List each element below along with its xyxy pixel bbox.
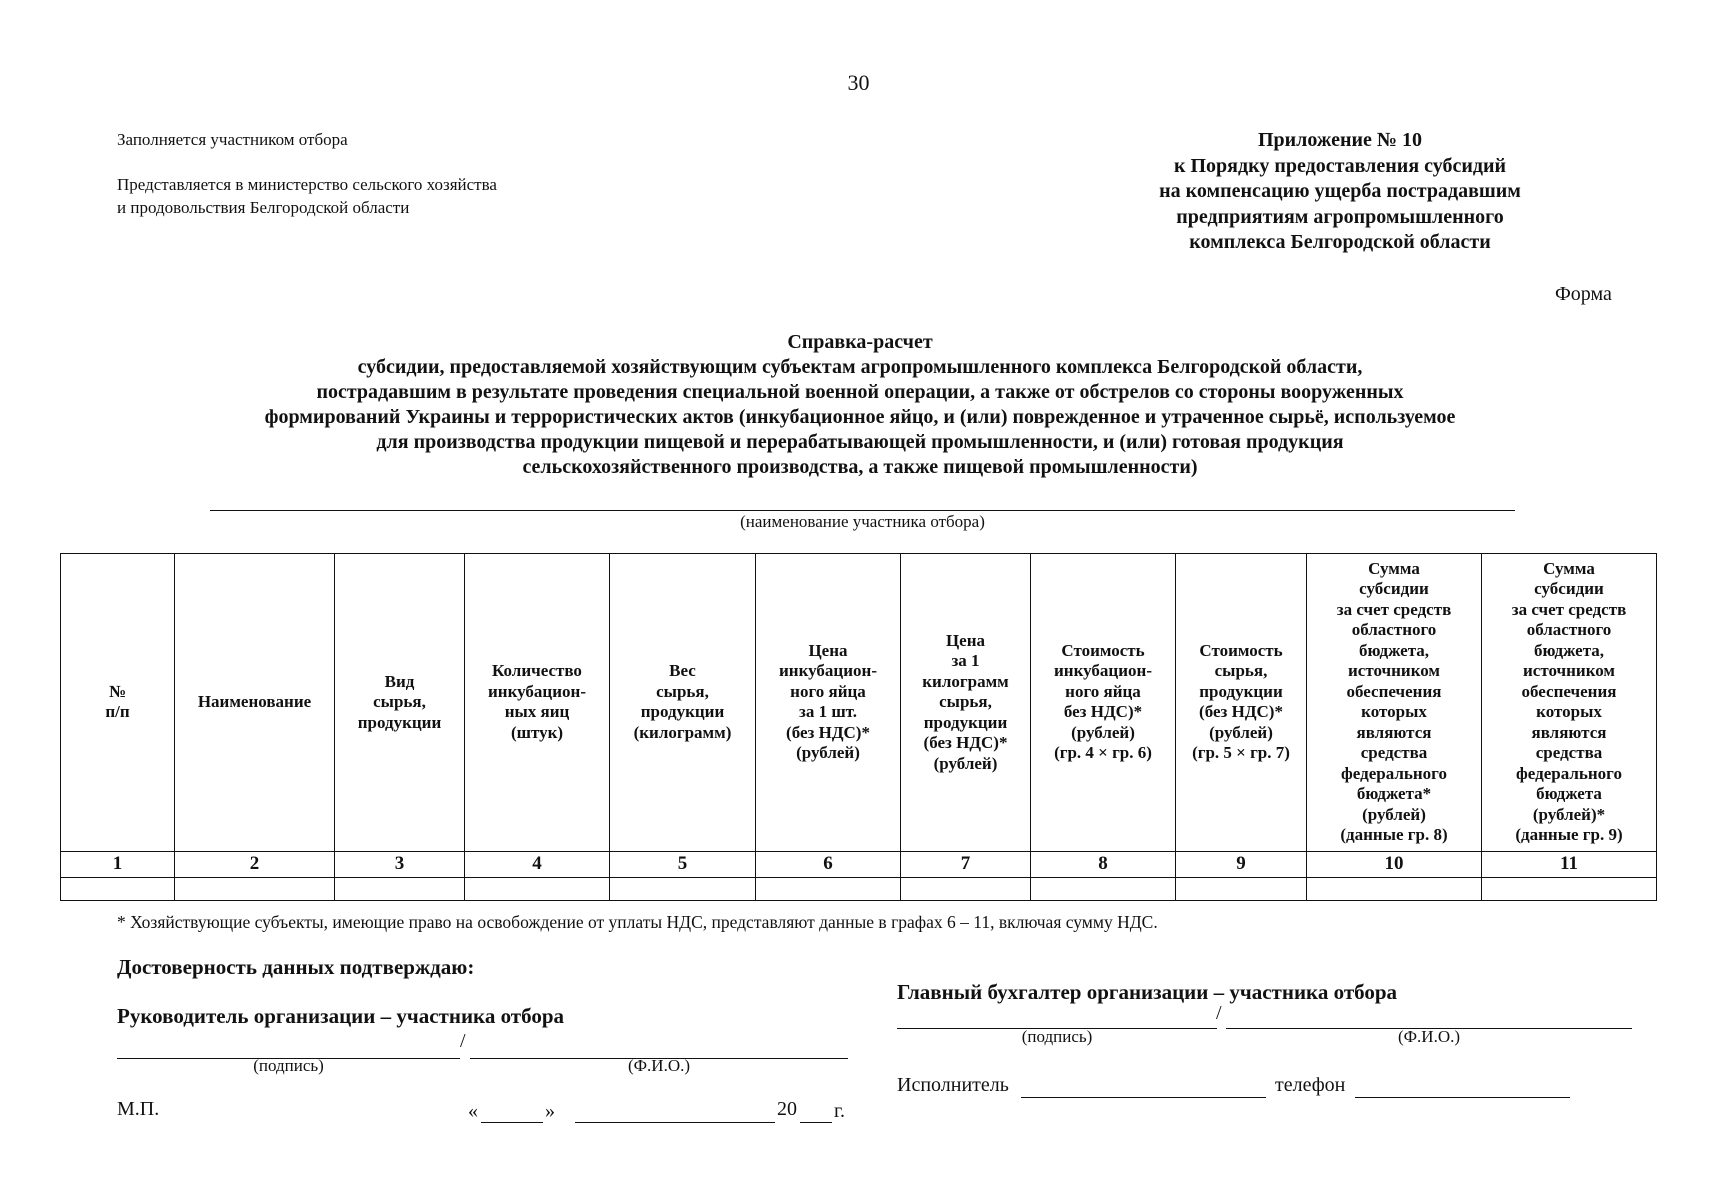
accountant-label: Главный бухгалтер организации – участника отбора [897, 980, 1398, 1004]
participant-caption: (наименование участника отбора) [740, 512, 985, 531]
submitted-to-line2: и продовольствия Белгородской области [117, 198, 410, 217]
column-number: 2 [175, 851, 335, 877]
header-text-line: п/п [105, 702, 130, 722]
data-cell[interactable] [175, 877, 335, 900]
header-text-line: (штук) [510, 722, 564, 742]
header-cell [61, 554, 175, 852]
data-cell[interactable] [465, 877, 610, 900]
data-cell[interactable] [335, 877, 465, 900]
document-title [100, 330, 1620, 480]
header-text-line: субсидии [1534, 579, 1604, 599]
header-text-line: источником [1347, 661, 1441, 681]
header-text-line: источником [1522, 661, 1616, 681]
header-text-line: бюджета, [1358, 640, 1430, 660]
header-text-line: за счет средств [1336, 599, 1452, 619]
header-cell [1482, 554, 1657, 852]
header-text-line: продукции [923, 712, 1008, 732]
data-cell[interactable] [610, 877, 756, 900]
date-quote-close: » [545, 1100, 555, 1122]
header-text-line: средства [1535, 743, 1603, 763]
header-text-line: (рублей)* [1532, 804, 1606, 824]
header-cell [756, 554, 901, 852]
phone-label: телефон [1275, 1074, 1346, 1096]
header-text-line: областного [1351, 620, 1437, 640]
date-year-suffix: г. [834, 1100, 845, 1122]
header-text-line: (рублей) [1071, 722, 1135, 742]
column-number: 7 [901, 851, 1031, 877]
header-text-line: килограмм [922, 671, 1009, 691]
date-day-field[interactable] [481, 1122, 543, 1123]
header-text-line: продукции [640, 702, 725, 722]
header-text-line: сырья, [373, 692, 426, 712]
header-text-line: инкубацион- [488, 681, 586, 701]
header-cell [175, 554, 335, 852]
column-number: 5 [610, 851, 756, 877]
header-text-line: (без НДС)* [923, 733, 1008, 753]
header-text-line: без НДС)* [1063, 702, 1143, 722]
date-year-field[interactable] [800, 1122, 832, 1123]
header-text-line: инкубацион- [779, 661, 877, 681]
accountant-signature-caption: (подпись) [1021, 1027, 1093, 1046]
header-cell [465, 554, 610, 852]
filled-by-text: Заполняется участником отбора [117, 130, 348, 149]
title-main: Справка-расчет [787, 331, 933, 353]
header-text-line: (рублей) [1362, 804, 1426, 824]
header-text-line: федерального [1341, 763, 1447, 783]
date-year-prefix: 20 [777, 1098, 797, 1120]
data-cell[interactable] [756, 877, 901, 900]
column-number: 3 [335, 851, 465, 877]
stamp-label: М.П. [117, 1098, 160, 1120]
header-text-line: Вес [669, 661, 696, 681]
title-line: сельскохозяйственного производства, а также пищевой промышленности) [522, 456, 1198, 478]
header-text-line: Вид [384, 671, 415, 691]
header-text-line: (рублей) [1209, 722, 1273, 742]
data-cell[interactable] [1031, 877, 1176, 900]
header-text-line: сырья, [1214, 661, 1268, 681]
head-label: Руководитель организации – участника отбора [117, 1004, 565, 1028]
submission-info [117, 128, 497, 219]
data-cell[interactable] [1176, 877, 1307, 900]
submitted-to-line1: Представляется в министерство сельского хозяйства [117, 175, 497, 194]
header-cell [901, 554, 1031, 852]
header-text-line: (гр. 5 × гр. 7) [1192, 743, 1290, 763]
column-number: 10 [1307, 851, 1482, 877]
header-text-line: бюджета [1536, 784, 1602, 804]
header-cell [335, 554, 465, 852]
executor-label: Исполнитель [897, 1074, 1009, 1096]
head-name-caption: (Ф.И.О.) [627, 1056, 691, 1075]
header-text-line: федерального [1516, 763, 1622, 783]
data-cell[interactable] [901, 877, 1031, 900]
header-cell [1307, 554, 1482, 852]
header-text-line: (рублей) [796, 743, 860, 763]
executor-field[interactable] [1021, 1097, 1266, 1098]
appendix-line: комплекса Белгородской области [1189, 231, 1491, 253]
appendix-line: на компенсацию ущерба пострадавшим [1159, 180, 1521, 202]
header-text-line: ных яиц [504, 702, 570, 722]
column-number: 11 [1482, 851, 1657, 877]
header-text-line: областного [1526, 620, 1612, 640]
header-text-line: № [108, 681, 127, 701]
header-text-line: сырья, [656, 681, 709, 701]
confirmation-heading: Достоверность данных подтверждаю: [117, 955, 475, 979]
vat-footnote: * Хозяйствующие субъекты, имеющие право на освобождение от уплаты НДС, представляют данные в графах 6 – 11, включая сумму НДС. [117, 912, 1158, 932]
data-cell[interactable] [1482, 877, 1657, 900]
header-text-line: за 1 шт. [798, 702, 857, 722]
header-text-line: за 1 [951, 651, 980, 671]
head-separator: / [460, 1030, 466, 1052]
appendix-line: предприятиям агропромышленного [1176, 205, 1504, 228]
header-text-line: обеспечения [1346, 681, 1442, 701]
header-text-line: Цена [808, 640, 848, 660]
header-text-line: субсидии [1359, 579, 1429, 599]
header-cell [610, 554, 756, 852]
header-text-line: которых [1536, 702, 1602, 722]
accountant-separator: / [1216, 1002, 1222, 1024]
data-cell[interactable] [61, 877, 175, 900]
data-cell[interactable] [1307, 877, 1482, 900]
header-text-line: продукции [1199, 681, 1283, 701]
title-line: формирований Украины и террористических актов (инкубационное яйцо, и (или) поврежденное и утраченное сырьё, используемое [264, 406, 1456, 428]
header-text-line: которых [1361, 702, 1427, 722]
column-number: 4 [465, 851, 610, 877]
header-text-line: ного яйца [790, 681, 866, 701]
phone-field[interactable] [1355, 1097, 1570, 1098]
header-text-line: Цена [945, 630, 986, 650]
header-text-line: инкубацион- [1054, 661, 1152, 681]
data-entry-row [61, 877, 1657, 900]
header-text-line: Стоимость [1199, 640, 1283, 660]
header-cell [1176, 554, 1307, 852]
header-text-line: Сумма [1368, 558, 1420, 578]
calculation-table [60, 553, 1657, 901]
header-text-line: бюджета, [1533, 640, 1605, 660]
header-text-line: продукции [357, 712, 442, 732]
header-text-line: Количество [492, 661, 582, 681]
header-text-line: являются [1356, 722, 1432, 742]
header-text-line: (килограмм) [633, 722, 732, 742]
header-text-line: (данные гр. 9) [1515, 825, 1623, 845]
page-number: 30 [847, 70, 870, 95]
form-label: Форма [1555, 283, 1612, 305]
appendix-line: к Порядку предоставления субсидий [1173, 154, 1507, 177]
header-text-line: являются [1531, 722, 1607, 742]
date-quote-open: « [468, 1100, 478, 1122]
title-line: для производства продукции пищевой и перерабатывающей промышленности, и (или) готовая продукция [376, 431, 1344, 453]
table-header-row [61, 554, 1657, 852]
header-text-line: (данные гр. 8) [1340, 825, 1448, 845]
appendix-header [1120, 128, 1560, 256]
title-line: пострадавшим в результате проведения специальной военной операции, а также от обстрелов со стороны вооруженных [316, 381, 1404, 403]
header-text-line: (без НДС)* [786, 722, 870, 742]
header-text-line: (рублей) [933, 753, 998, 773]
header-text-line: средства [1360, 743, 1428, 763]
header-text-line: Наименование [197, 692, 312, 712]
column-number: 8 [1031, 851, 1176, 877]
column-number: 9 [1176, 851, 1307, 877]
header-text-line: за счет средств [1511, 599, 1627, 619]
column-number: 6 [756, 851, 901, 877]
header-text-line: (гр. 4 × гр. 6) [1054, 743, 1152, 763]
column-number: 1 [61, 851, 175, 877]
header-text-line: бюджета* [1356, 784, 1432, 804]
title-line: субсидии, предоставляемой хозяйствующим субъектам агропромышленного комплекса Белгородской области, [357, 356, 1363, 378]
date-month-field[interactable] [575, 1122, 775, 1123]
header-cell [1031, 554, 1176, 852]
header-text-line: ного яйца [1065, 681, 1141, 701]
accountant-name-caption: (Ф.И.О.) [1397, 1027, 1461, 1046]
header-text-line: Сумма [1543, 558, 1595, 578]
header-text-line: обеспечения [1521, 681, 1617, 701]
header-text-line: (без НДС)* [1199, 702, 1283, 722]
column-numbers-row [61, 851, 1657, 877]
header-text-line: сырья, [939, 692, 992, 712]
participant-name-field[interactable] [210, 510, 1515, 511]
head-signature-caption: (подпись) [253, 1056, 324, 1075]
header-text-line: Стоимость [1061, 640, 1145, 660]
appendix-number: Приложение № 10 [1257, 129, 1423, 151]
